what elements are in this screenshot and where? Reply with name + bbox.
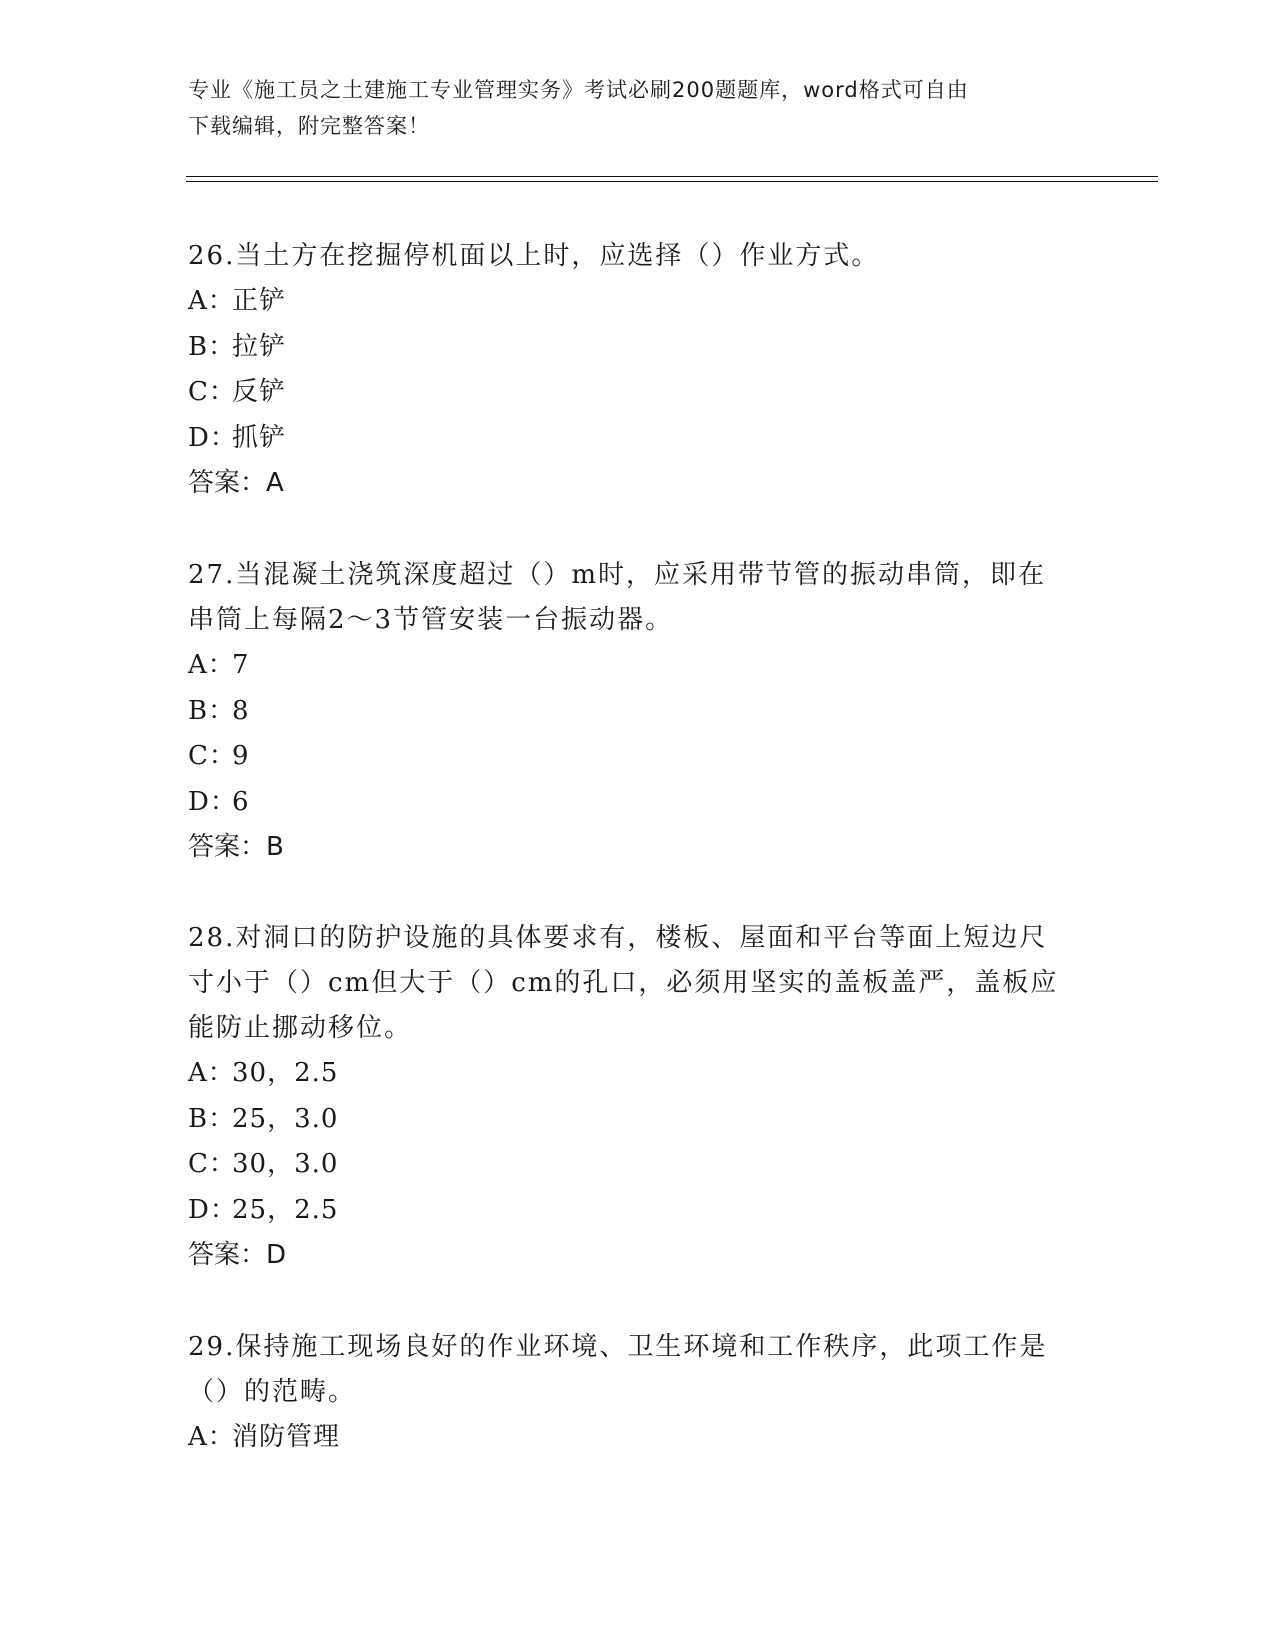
option-a — [188, 1051, 1088, 1097]
option-text: 拉铲 — [232, 331, 287, 362]
question-29 — [188, 1325, 1088, 1461]
document-header — [188, 72, 1068, 144]
option-a — [188, 1415, 1088, 1461]
question-stem-line: 能防止挪动移位。 — [188, 1013, 413, 1043]
question-27 — [188, 553, 1088, 871]
option-label: C： — [188, 741, 236, 771]
option-text: 25，2.5 — [232, 1194, 339, 1225]
option-text: 8 — [232, 695, 250, 726]
question-stem-line: 串筒上每隔2～3节管安装一台振动器。 — [188, 605, 674, 635]
option-c — [188, 1142, 1088, 1188]
header-line-1: 专业《施工员之土建施工专业管理实务》考试必刷200题题库，word格式可自由 — [188, 78, 969, 102]
option-b — [188, 689, 1088, 735]
question-stem-line: 27.当混凝土浇筑深度超过（）m时，应采用带节管的振动串筒，即在 — [188, 560, 1047, 590]
option-label: D： — [188, 786, 237, 817]
question-stem-line: 28.对洞口的防护设施的具体要求有，楼板、屋面和平台等面上短边尺 — [188, 923, 1048, 953]
option-label: A： — [188, 650, 235, 680]
option-text: 25，3.0 — [232, 1103, 339, 1134]
header-divider-bottom — [186, 181, 1158, 182]
option-b — [188, 1097, 1088, 1143]
option-text: 抓铲 — [232, 422, 287, 453]
option-label: B： — [188, 695, 236, 726]
option-text: 反铲 — [232, 377, 287, 407]
option-c — [188, 734, 1088, 780]
option-b — [188, 325, 1088, 371]
option-text: 消防管理 — [232, 1422, 341, 1452]
option-label: A： — [188, 1422, 235, 1452]
option-a — [188, 279, 1088, 325]
question-stem-line: 26.当土方在挖掘停机面以上时，应选择（）作业方式。 — [188, 241, 880, 271]
option-d — [188, 416, 1088, 462]
answer-line: 答案：B — [188, 832, 284, 862]
option-label: D： — [188, 1194, 237, 1225]
option-text: 正铲 — [232, 286, 287, 316]
option-label: A： — [188, 1058, 235, 1088]
option-c — [188, 370, 1088, 416]
option-a — [188, 643, 1088, 689]
option-text: 30，2.5 — [232, 1058, 339, 1088]
answer-line: 答案：D — [188, 1240, 287, 1270]
option-label: C： — [188, 1149, 236, 1179]
option-text: 6 — [232, 786, 250, 817]
answer-line: 答案：A — [188, 468, 284, 498]
option-label: D： — [188, 422, 237, 453]
option-label: B： — [188, 1103, 236, 1134]
option-label: B： — [188, 331, 236, 362]
question-26 — [188, 234, 1088, 507]
option-label: C： — [188, 377, 236, 407]
header-line-2: 下载编辑，附完整答案！ — [188, 114, 430, 138]
question-28 — [188, 916, 1088, 1279]
option-d — [188, 1188, 1088, 1234]
header-divider-top — [186, 176, 1158, 177]
option-d — [188, 780, 1088, 826]
question-stem-line: 寸小于（）cm但大于（）cm的孔口，必须用坚实的盖板盖严，盖板应 — [188, 968, 1059, 998]
option-text: 7 — [232, 650, 250, 680]
question-stem-line: 29.保持施工现场良好的作业环境、卫生环境和工作秩序，此项工作是 — [188, 1332, 1048, 1362]
option-text: 30，3.0 — [232, 1149, 339, 1179]
option-text: 9 — [232, 741, 250, 771]
question-stem-line: （）的范畴。 — [188, 1377, 357, 1407]
option-label: A： — [188, 286, 235, 316]
